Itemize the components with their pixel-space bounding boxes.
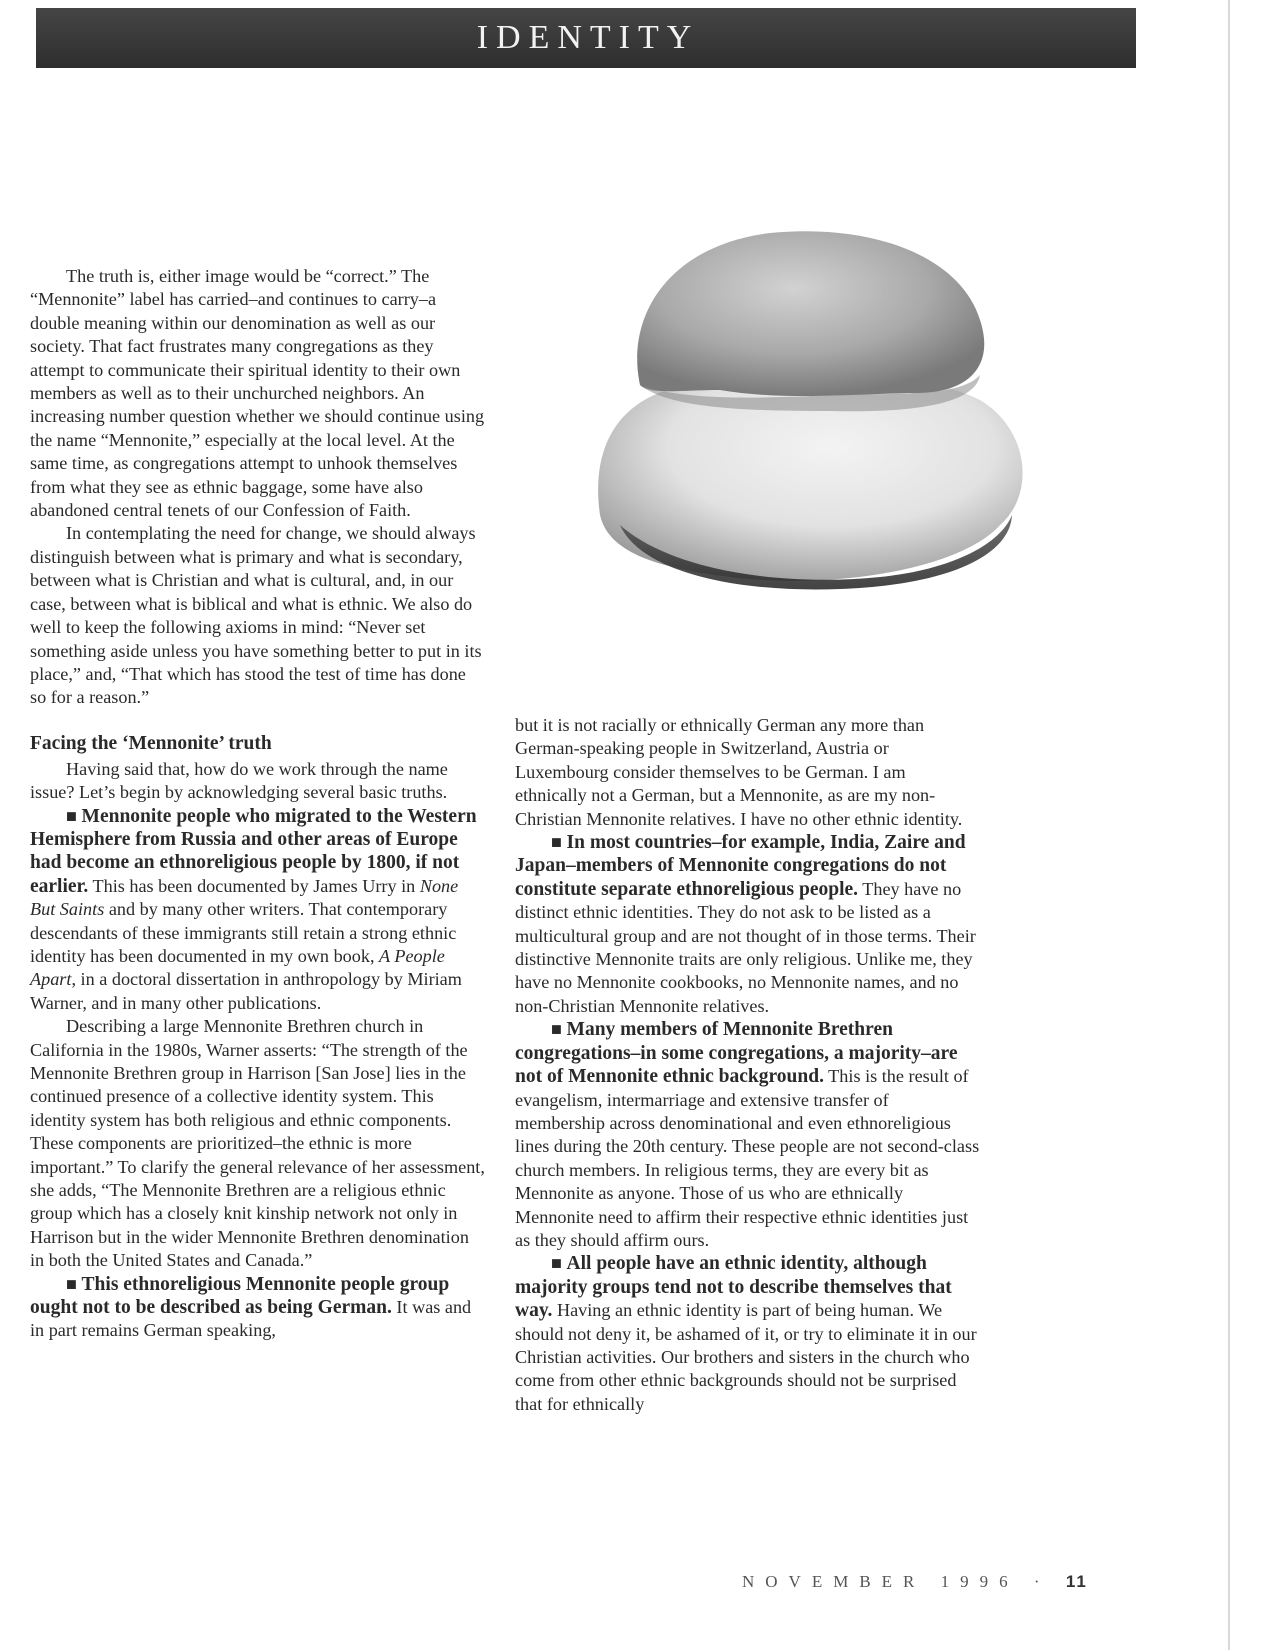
bullet-square-icon: ■ (66, 1273, 77, 1294)
bullet-paragraph (515, 1252, 980, 1416)
bullet-square-icon: ■ (66, 805, 77, 826)
bullet-text: Having an ethnic identity is part of being human. We should not deny it, be ashamed of it, or try to eliminate it in our Christian activities. Our brothers and sisters in the church who come from other ethnic backgrounds should not be surprised that for ethnically (515, 1300, 977, 1414)
bullet-paragraph (30, 805, 485, 1016)
bullet-paragraph (515, 1018, 980, 1252)
footer-separator: · (1033, 1572, 1051, 1591)
bullet-lead: Mennonite people who migrated to the Western Hemisphere from Russia and other areas of Europe had become an ethnoreligious people by 1800, if not earlier. (30, 805, 477, 897)
bullet-text: This is the result of evangelism, intermarriage and extensive transfer of membership across denominational and even ethnoreligious lines during the 20th century. These people are not second-class church members. In religious terms, they are every bit as Mennonite as anyone. Those of us who are ethnically Mennonite need to affirm their respective ethnic identities just as they should affirm ours. (515, 1066, 980, 1250)
bullet-text: , in a doctoral dissertation in anthropology by Miriam Warner, and in many other publications. (30, 969, 462, 1013)
bullet-lead: In most countries–for example, India, Zaire and Japan–members of Mennonite congregations do not constitute separate ethnoreligious people. (515, 832, 966, 900)
bullet-square-icon: ■ (551, 1253, 562, 1274)
bullet-lead: Many members of Mennonite Brethren congregations–in some congregations, a majority–are not of Mennonite ethnic background. (515, 1019, 958, 1088)
subheading: Facing the ‘Mennonite’ truth (30, 732, 272, 754)
paragraph: The truth is, either image would be “correct.” The “Mennonite” label has carried–and continues to carry–a double meaning within our denomination as well as our society. That fact frustrates many congregations as they attempt to communicate their spiritual identity to their own members as well as to their unchurched neighbors. An increasing number question whether we should continue using the name “Mennonite,” especially at the local level. At the same time, as congregations attempt to unhook themselves from what they see as ethnic baggage, some have also abandoned central tenets of our Confession of Faith. (30, 266, 485, 521)
bullet-text: and by many other writers. That contemporary descendants of these immigrants still retain a strong ethnic identity has been documented in my own book, (30, 899, 457, 966)
section-banner (36, 8, 1136, 68)
bullet-text: It was and in part remains German speaking, (30, 1297, 472, 1341)
paragraph: but it is not racially or ethnically German any more than German-speaking people in Switzerland, Austria or Luxembourg consider themselves to be German. I am ethnically not a German, but a Mennonite, as are my non-Christian Mennonite relatives. I have no other ethnic identity. (515, 715, 963, 829)
bullet-text: They have no distinct ethnic identities. They do not ask to be listed as a multicultural group and are not thought of in those terms. Their distinctive Mennonite traits are only religious. Unlike me, they have no Mennonite cookbooks, no Mennonite names, and no non-Christian Mennonite relatives. (515, 878, 976, 1016)
bullet-paragraph (30, 1273, 485, 1343)
page-footer (742, 1572, 1088, 1592)
issue-date: NOVEMBER 1996 (742, 1572, 1019, 1591)
bullet-square-icon: ■ (551, 832, 562, 853)
bullet-text: This has been documented by James Urry in (88, 875, 420, 896)
book-title: A People Apart (30, 945, 445, 990)
book-title: None But Saints (30, 875, 459, 920)
page-edge-rule (1228, 0, 1230, 1650)
bullet-square-icon: ■ (551, 1019, 562, 1040)
page-number: 11 (1065, 1572, 1088, 1591)
bullet-lead: All people have an ethnic identity, although majority groups tend not to describe themselves that way. (515, 1253, 952, 1322)
paragraph: Having said that, how do we work through the name issue? Let’s begin by acknowledging several basic truths. (30, 758, 448, 803)
paragraph: In contemplating the need for change, we should always distinguish between what is primary and what is secondary, between what is Christian and what is cultural, and, in our case, between what is biblical and what is ethnic. We also do well to keep the following axioms in mind: “Never set something aside unless you have something better to put in its place,” and, “That which has stood the test of time has done so for a reason.” (30, 523, 482, 708)
left-column (30, 265, 485, 1343)
bread-roll-photo (580, 225, 1050, 625)
paragraph: Describing a large Mennonite Brethren church in California in the 1980s, Warner asserts: “The strength of the Mennonite Brethren group in Harrison [San Jose] lies in the continued presence of a collective identity system. This identity system has both religious and ethnic components. These components are prioritized–the ethnic is more important.” To clarify the general relevance of her assessment, she adds, “The Mennonite Brethren are a religious ethnic group which has a closely knit kinship network not only in Harrison but in the wider Mennonite Brethren denomination in both the United States and Canada.” (30, 1016, 485, 1271)
bullet-lead: This ethnoreligious Mennonite people group ought not to be described as being German. (30, 1273, 450, 1319)
bullet-paragraph (515, 831, 980, 1018)
section-title: IDENTITY (476, 19, 700, 56)
right-column (515, 714, 980, 1416)
